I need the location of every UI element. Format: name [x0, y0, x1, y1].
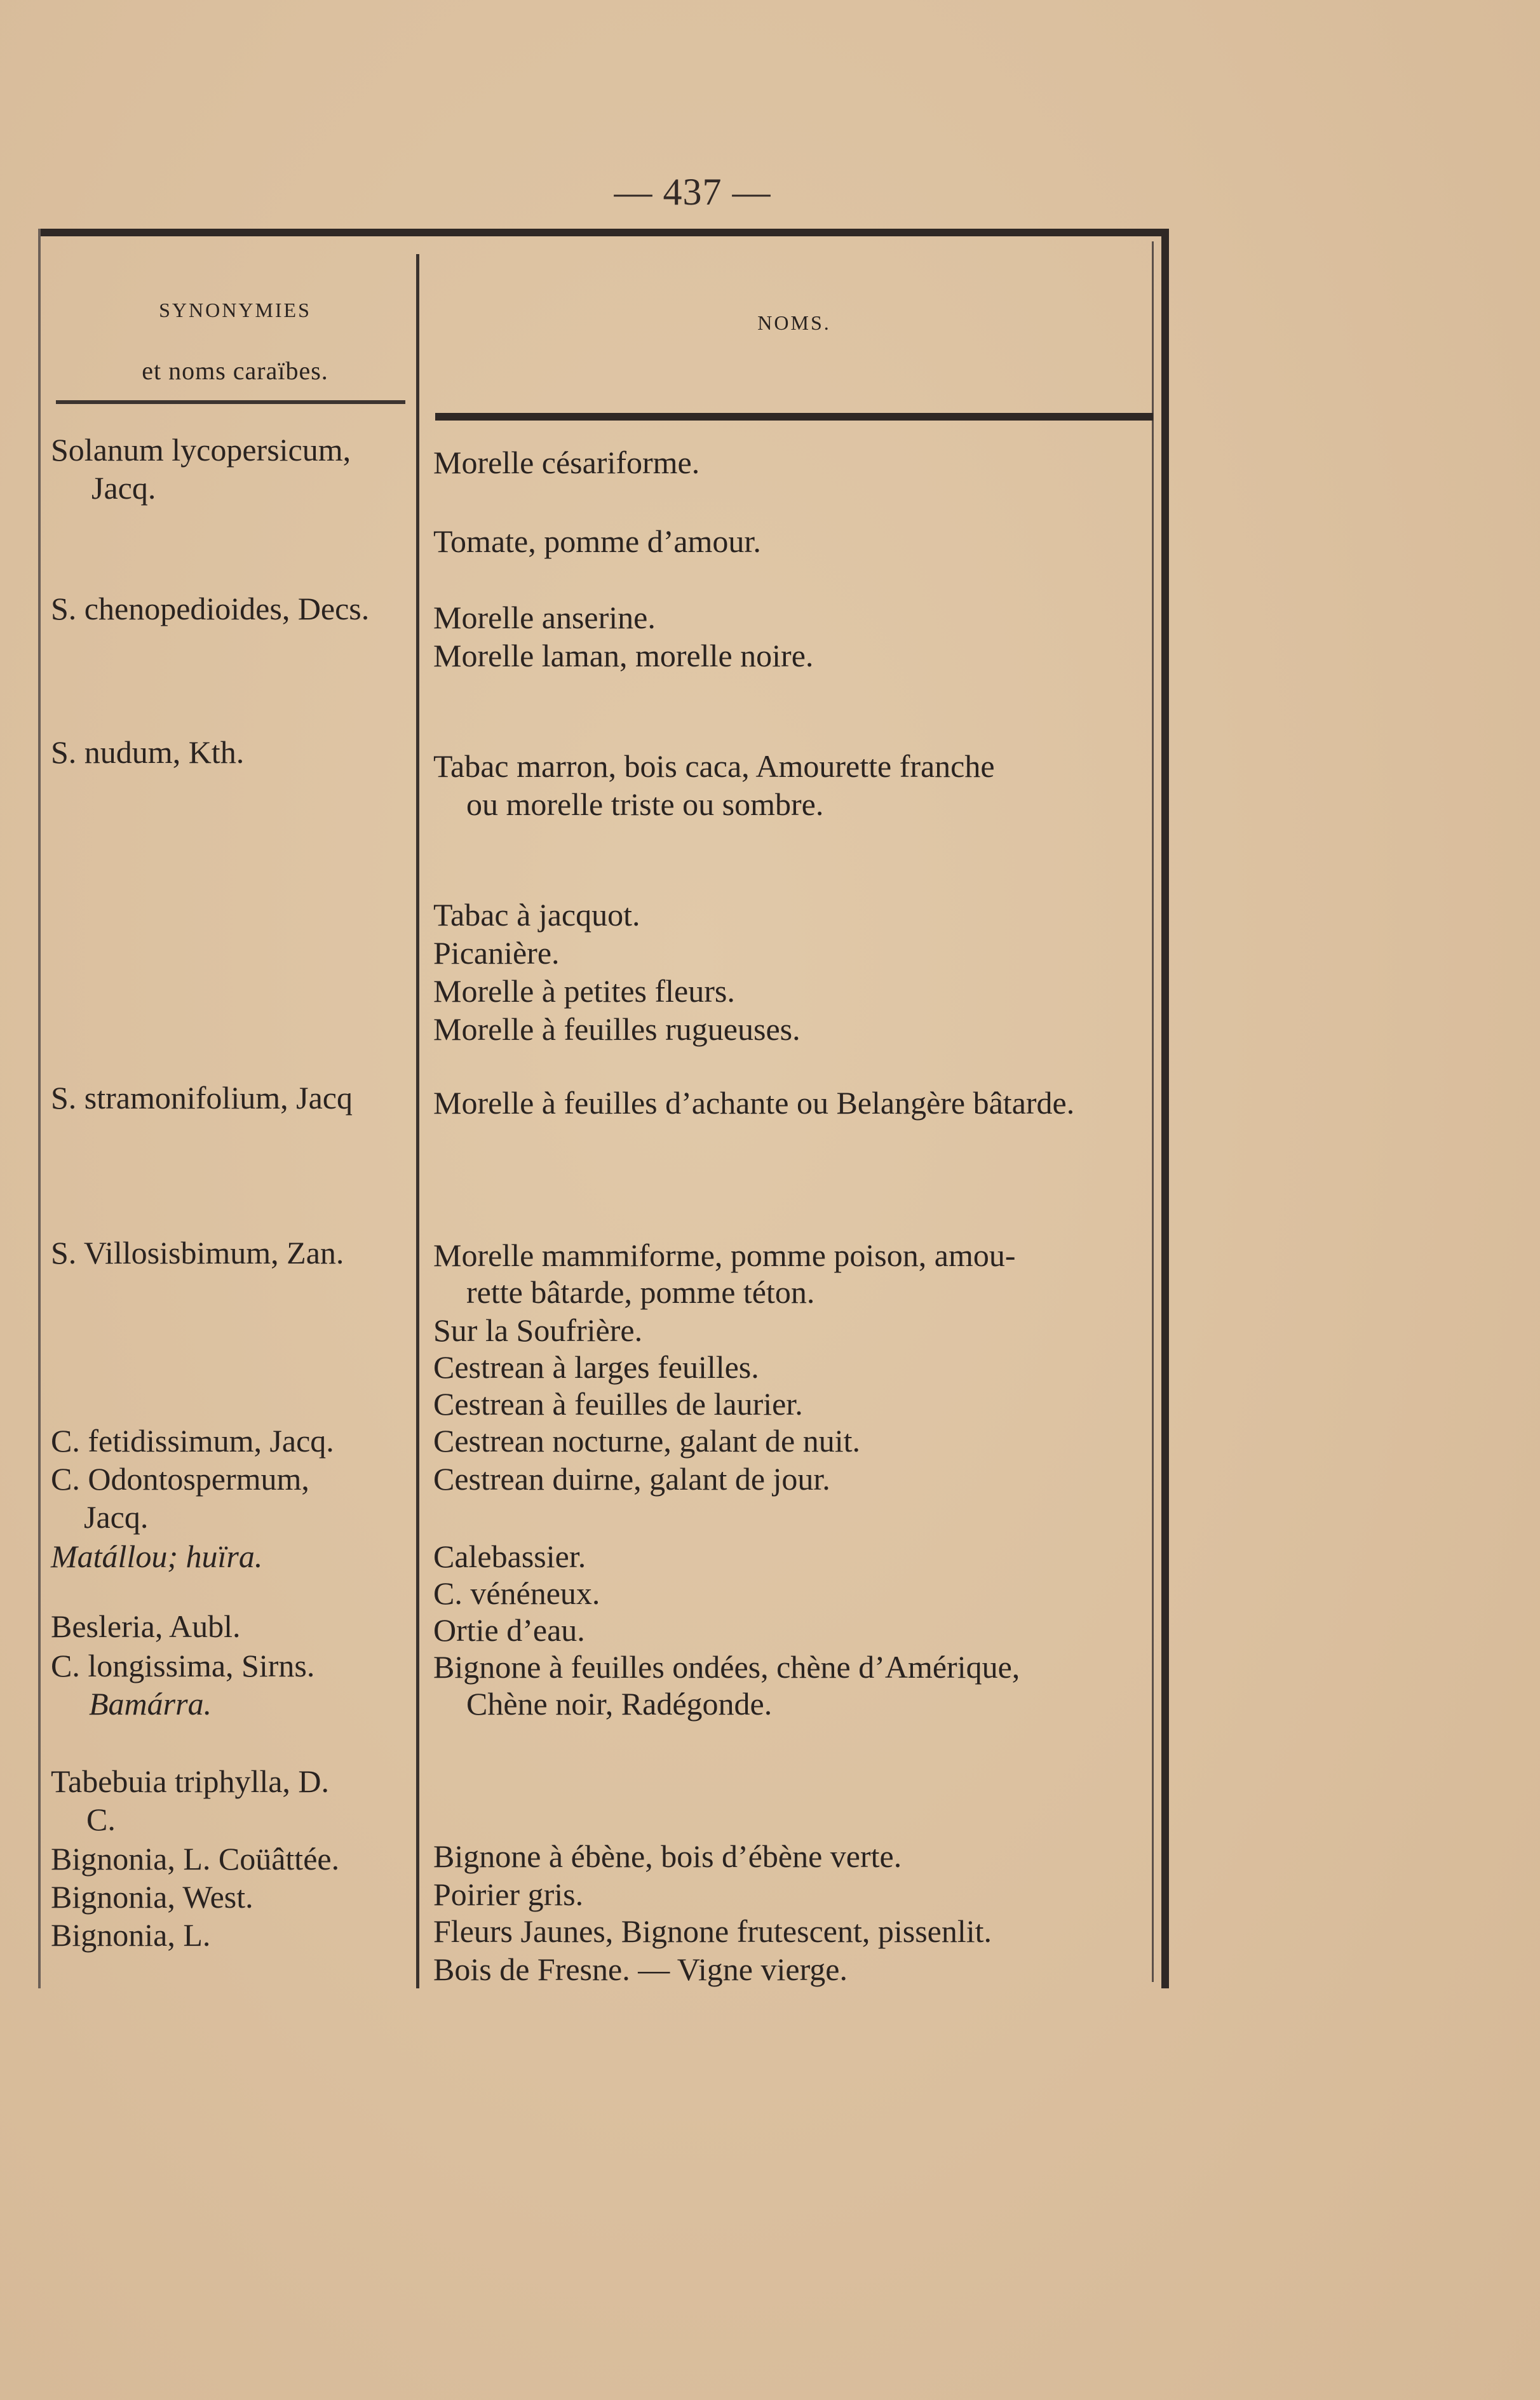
left-entry-cont: Jacq.	[84, 1499, 149, 1535]
left-entry-carib: Bamárra.	[89, 1686, 212, 1722]
left-entry: C. longissima, Sirns.	[51, 1648, 315, 1683]
header-synonymies	[76, 280, 394, 401]
right-entry: Morelle anserine.	[433, 600, 656, 635]
header-noms: NOMS.	[757, 311, 831, 334]
left-entry-cont: Jacq.	[91, 470, 156, 506]
left-entry-carib: Matállou; huïra.	[51, 1539, 263, 1574]
right-entry: Morelle à feuilles rugueuses.	[433, 1011, 800, 1047]
right-entry: Morelle mammiforme, pomme poison, amou-	[433, 1237, 1016, 1273]
left-entry: S. nudum, Kth.	[51, 734, 245, 770]
table-left-rule	[38, 229, 41, 1988]
right-entry: Bignone à ébène, bois d’ébène verte.	[433, 1838, 902, 1874]
left-entry-cont: C.	[86, 1802, 116, 1837]
right-entry: Poirier gris.	[433, 1877, 584, 1912]
left-entry: Tabebuia triphylla, D.	[51, 1763, 330, 1799]
right-entry-cont: Chène noir, Radégonde.	[466, 1686, 773, 1722]
header-synonymies-line2: et noms caraïbes.	[142, 356, 328, 385]
header-synonymies-line1: SYNONYMIES	[159, 299, 311, 321]
left-entry: S. chenopedioides, Decs.	[51, 591, 370, 626]
right-entry: Tomate, pomme d’amour.	[433, 523, 761, 559]
right-entry: Morelle césariforme.	[433, 445, 700, 480]
right-entry: Cestrean à feuilles de laurier.	[433, 1386, 803, 1422]
column-divider	[416, 254, 419, 1988]
left-entry: S. stramonifolium, Jacq	[51, 1080, 353, 1116]
page-number: — 437 —	[614, 171, 771, 213]
left-entry: Bignonia, West.	[51, 1879, 253, 1915]
left-entry: C. fetidissimum, Jacq.	[51, 1423, 334, 1459]
left-entry: C. Odontospermum,	[51, 1461, 309, 1497]
left-entry: Besleria, Aubl.	[51, 1608, 241, 1644]
left-entry: Bignonia, L. Coüâttée.	[51, 1841, 340, 1877]
left-entry: S. Villosisbimum, Zan.	[51, 1235, 344, 1271]
left-entry: Bignonia, L.	[51, 1917, 211, 1953]
right-entry: Sur la Soufrière.	[433, 1312, 643, 1348]
right-entry: Fleurs Jaunes, Bignone frutescent, pissenlit.	[433, 1913, 992, 1949]
right-entry: Picanière.	[433, 935, 560, 971]
left-entry: Solanum lycopersicum,	[51, 432, 351, 468]
table-inner-right-rule	[1152, 241, 1154, 1982]
right-entry: Tabac marron, bois caca, Amourette franche	[433, 748, 995, 784]
right-entry: C. vénéneux.	[433, 1575, 600, 1611]
right-entry: Cestrean nocturne, galant de nuit.	[433, 1423, 860, 1459]
table-right-rule	[1161, 229, 1169, 1988]
header-rule-right	[435, 413, 1153, 421]
right-entry: Bignone à feuilles ondées, chène d’Amérique,	[433, 1649, 1020, 1685]
right-entry: Morelle laman, morelle noire.	[433, 638, 814, 673]
right-entry: Morelle à petites fleurs.	[433, 973, 735, 1009]
right-entry: Morelle à feuilles d’achante ou Belangère bâtarde.	[433, 1085, 1075, 1121]
right-entry: Ortie d’eau.	[433, 1612, 585, 1648]
right-entry: Cestrean duirne, galant de jour.	[433, 1461, 830, 1497]
right-entry: Calebassier.	[433, 1539, 586, 1574]
table-top-rule	[38, 229, 1169, 236]
right-entry: Bois de Fresne. — Vigne vierge.	[433, 1952, 848, 1987]
right-entry: Cestrean à larges feuilles.	[433, 1349, 759, 1385]
right-entry: Tabac à jacquot.	[433, 897, 640, 933]
right-entry-cont: ou morelle triste ou sombre.	[466, 786, 824, 822]
right-entry-cont: rette bâtarde, pomme téton.	[466, 1274, 815, 1310]
